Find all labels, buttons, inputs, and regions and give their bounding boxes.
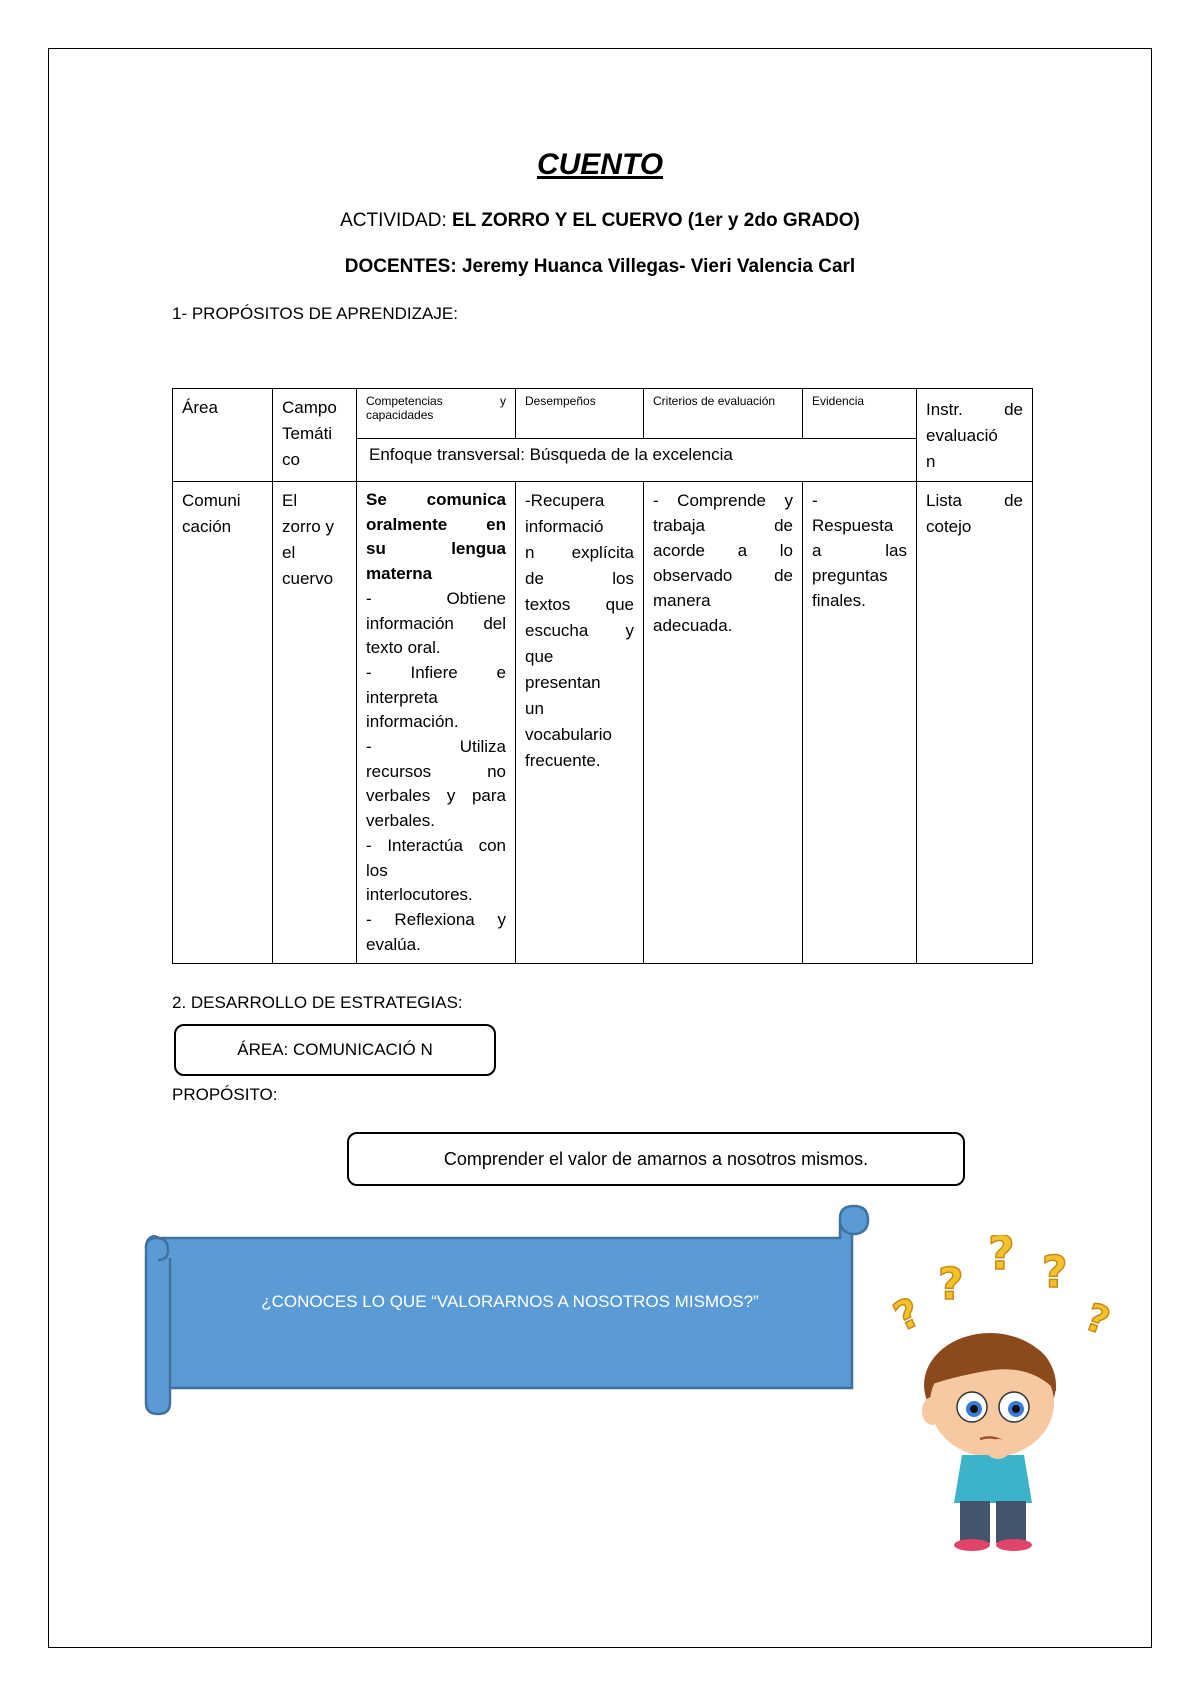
cell-line: Se comunica (366, 490, 506, 509)
header-instr-line: Instr. de (926, 400, 1023, 419)
left-leg (960, 1501, 990, 1543)
cell-line: - Obtiene (366, 588, 506, 608)
cell-competencias (357, 482, 516, 964)
header-desempenos: Desempeños (516, 389, 644, 439)
cell-line: información. (366, 712, 459, 732)
question-mark-icon: ? (887, 1289, 928, 1341)
cell-line: verbales y para (366, 786, 506, 806)
right-leg (996, 1501, 1026, 1543)
activity-line (0, 210, 1200, 232)
teachers-line: DOCENTES: Jeremy Huanca Villegas- Vieri Valencia Carl (344, 256, 856, 277)
ear (922, 1397, 942, 1425)
cell-line: que (525, 647, 554, 666)
hand (986, 1439, 1010, 1459)
cell-line: texto oral. (366, 638, 441, 658)
cell-line: trabaja de (653, 516, 793, 535)
cell-line: materna (366, 564, 433, 584)
header-competencias: Competencias y capacidades (357, 389, 516, 439)
table-header-row (173, 389, 1033, 439)
scroll-question: ¿CONOCES LO QUE “VALORARNOS A NOSOTROS MISMOS?” (261, 1292, 759, 1311)
cell-line: observado de (653, 566, 793, 585)
cell-desempenos (516, 482, 644, 964)
cell-line: - Reflexiona y (366, 909, 506, 929)
cell-line: Lista de (926, 491, 1023, 510)
page-title: CUENTO (536, 148, 664, 181)
left-shoe (954, 1539, 990, 1551)
cell-instrumento (917, 482, 1033, 964)
cell-line: su lengua (366, 539, 506, 559)
area-box: ÁREA: COMUNICACIÓ N (174, 1024, 496, 1076)
cell-line: verbales. (366, 811, 435, 831)
cell-line: n explícita (525, 543, 634, 562)
cell-line: el (282, 543, 296, 562)
cell-line: finales. (812, 591, 866, 610)
right-iris (1012, 1405, 1020, 1413)
cell-line: - (812, 491, 818, 510)
header-campo-line: Campo (282, 398, 337, 417)
cell-line: preguntas (812, 566, 888, 585)
cell-area (173, 482, 273, 964)
cell-line: escucha y (525, 621, 634, 640)
cell-line: Comuni (182, 491, 241, 510)
question-mark-icon: ? (1042, 1247, 1068, 1298)
cell-line: información del (366, 613, 506, 633)
cell-line: -Recupera (525, 491, 605, 510)
cell-line: - Interactúa con (366, 835, 506, 855)
section-2-heading: 2. DESARROLLO DE ESTRATEGIAS: (172, 993, 463, 1012)
question-mark-icon: ? (938, 1259, 964, 1310)
cell-line: informació (525, 517, 604, 536)
cell-line: zorro y (282, 517, 334, 536)
cell-campo (273, 482, 357, 964)
header-evidencia: Evidencia (803, 389, 917, 439)
cell-line: adecuada. (653, 616, 733, 635)
header-campo-line: co (282, 450, 300, 469)
cell-line: acorde a lo (653, 541, 793, 560)
section-1-heading: 1- PROPÓSITOS DE APRENDIZAJE: (172, 304, 458, 323)
cell-line: presentan (525, 673, 601, 692)
activity-label: ACTIVIDAD: (340, 210, 447, 231)
activity-value: EL ZORRO Y EL CUERVO (1er y 2do GRADO) (452, 210, 860, 231)
purpose-box: Comprender el valor de amarnos a nosotros mismos. (347, 1132, 965, 1186)
cell-line: los (366, 860, 388, 880)
cell-line: recursos no (366, 761, 506, 781)
cell-line: de los (525, 569, 634, 588)
cell-evidencia (803, 482, 917, 964)
cell-line: a las (812, 541, 907, 560)
header-instr-line: n (926, 452, 936, 471)
table-row (173, 482, 1033, 964)
cell-line: Respuesta (812, 516, 894, 535)
cell-criterios (644, 482, 803, 964)
cell-line: un (525, 699, 544, 718)
cell-line: - Utiliza (366, 737, 506, 757)
header-instrumento (917, 389, 1033, 482)
header-campo (273, 389, 357, 482)
cell-line: frecuente. (525, 751, 601, 770)
cell-line: interpreta (366, 687, 438, 707)
cell-line: vocabulario (525, 725, 612, 744)
cell-line: - Comprende y (653, 491, 793, 510)
learning-purposes-table (172, 388, 1033, 964)
cell-line: El (282, 491, 298, 510)
left-iris (970, 1405, 978, 1413)
proposito-label: PROPÓSITO: (172, 1085, 278, 1104)
cell-line: cotejo (926, 517, 972, 536)
enfoque-transversal: Enfoque transversal: Búsqueda de la excelencia (357, 439, 917, 482)
right-shoe (996, 1539, 1032, 1551)
question-mark-icon: ? (988, 1235, 1015, 1280)
question-mark-icon: ? (1079, 1294, 1116, 1344)
thinking-boy-illustration (880, 1235, 1150, 1555)
cell-line: textos que (525, 595, 634, 614)
cell-line: cuervo (282, 569, 334, 588)
cell-line: interlocutores. (366, 885, 473, 905)
cell-line: cación (182, 517, 232, 536)
header-campo-line: Temáti (282, 424, 333, 443)
cell-line: oralmente en (366, 514, 506, 534)
header-instr-line: evaluació (926, 426, 998, 445)
shirt (954, 1455, 1032, 1503)
cell-line: manera (653, 591, 711, 610)
header-area: Área (173, 389, 273, 482)
cell-line: evalúa. (366, 934, 421, 954)
header-criterios: Criterios de evaluación (644, 389, 803, 439)
cell-line: - Infiere e (366, 662, 506, 682)
